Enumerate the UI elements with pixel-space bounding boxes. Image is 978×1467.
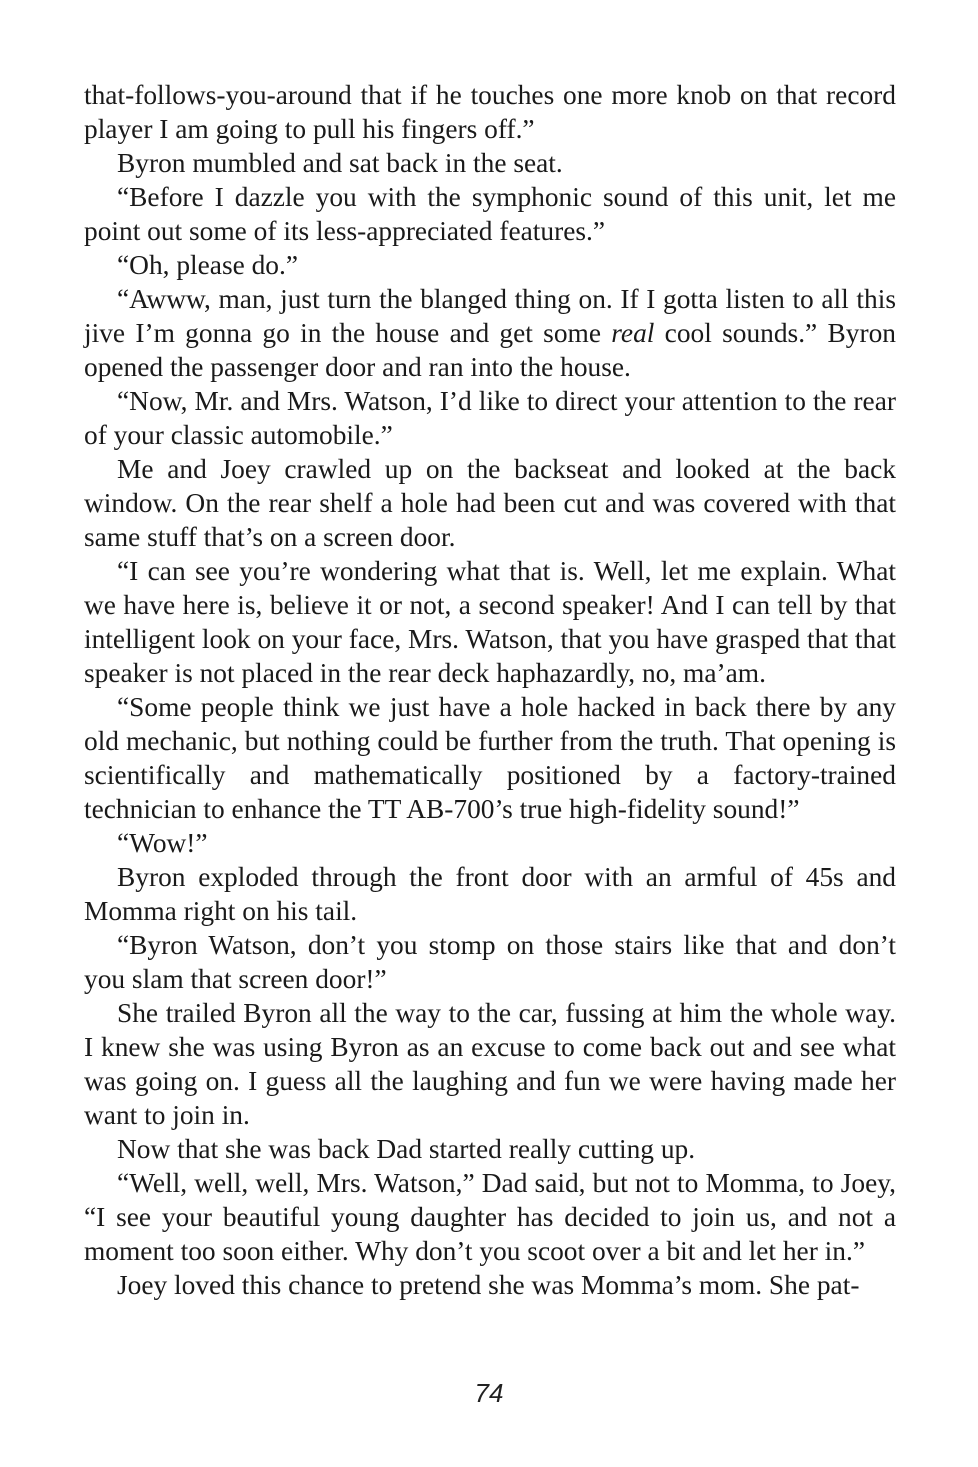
paragraph-2: Byron mumbled and sat back in the seat. bbox=[117, 148, 563, 178]
paragraph-5 bbox=[84, 282, 896, 384]
paragraph-6: “Now, Mr. and Mrs. Watson, I’d like to direct your attention to the rear of your classic automobile.” bbox=[84, 386, 896, 450]
book-page-body bbox=[84, 78, 896, 1302]
paragraph-4: “Oh, please do.” bbox=[117, 250, 299, 280]
paragraph-12: “Byron Watson, don’t you stomp on those stairs like that and don’t you slam that screen door!” bbox=[84, 930, 896, 994]
paragraph-8: “I can see you’re wondering what that is. Well, let me explain. What we have here is, believe it or not, a second speaker! And I can tell by that intelligent look on your face, Mrs. Watson, that you have grasped that that speaker is not placed in the rear deck haphazardly, no, ma’am. bbox=[84, 556, 896, 688]
paragraph-11: Byron exploded through the front door with an armful of 45s and Momma right on his tail. bbox=[84, 862, 896, 926]
paragraph-1: that-follows-you-around that if he touches one more knob on that record player I am going to pull his fingers off.” bbox=[84, 80, 896, 144]
paragraph-10: “Wow!” bbox=[117, 828, 208, 858]
paragraph-15: “Well, well, well, Mrs. Watson,” Dad said, but not to Momma, to Joey, “I see your beautiful young daughter has decided to join us, and not a moment too soon either. Why don’t you scoot over a bit and let her in.” bbox=[84, 1168, 896, 1266]
paragraph-5-before: “Awww, man, just turn the blanged thing on. If I gotta listen to all this jive I’m gonna go in the house and get some bbox=[84, 284, 896, 348]
page-number: 74 bbox=[474, 1378, 504, 1408]
paragraph-3: “Before I dazzle you with the symphonic sound of this unit, let me point out some of its less-appreciated features.” bbox=[84, 182, 896, 246]
paragraph-5-after: cool sounds.” Byron opened the passenger door and ran into the house. bbox=[84, 318, 896, 382]
paragraph-13: She trailed Byron all the way to the car, fussing at him the whole way. I knew she was using Byron as an excuse to come back out and see what was going on. I guess all the laughing and fun we were having made her want to join in. bbox=[84, 998, 896, 1130]
paragraph-9: “Some people think we just have a hole hacked in back there by any old mechanic, but nothing could be further from the truth. That opening is scientifically and mathematically positioned by a factory-trained technician to enhance the TT AB-700’s true high-fidelity sound!” bbox=[84, 692, 896, 824]
paragraph-14: Now that she was back Dad started really cutting up. bbox=[117, 1134, 696, 1164]
paragraph-16: Joey loved this chance to pretend she was Momma’s mom. She pat- bbox=[117, 1270, 860, 1300]
paragraph-5-italic: real bbox=[611, 318, 655, 348]
paragraph-7: Me and Joey crawled up on the backseat and looked at the back window. On the rear shelf a hole had been cut and was covered with that same stuff that’s on a screen door. bbox=[84, 454, 896, 552]
